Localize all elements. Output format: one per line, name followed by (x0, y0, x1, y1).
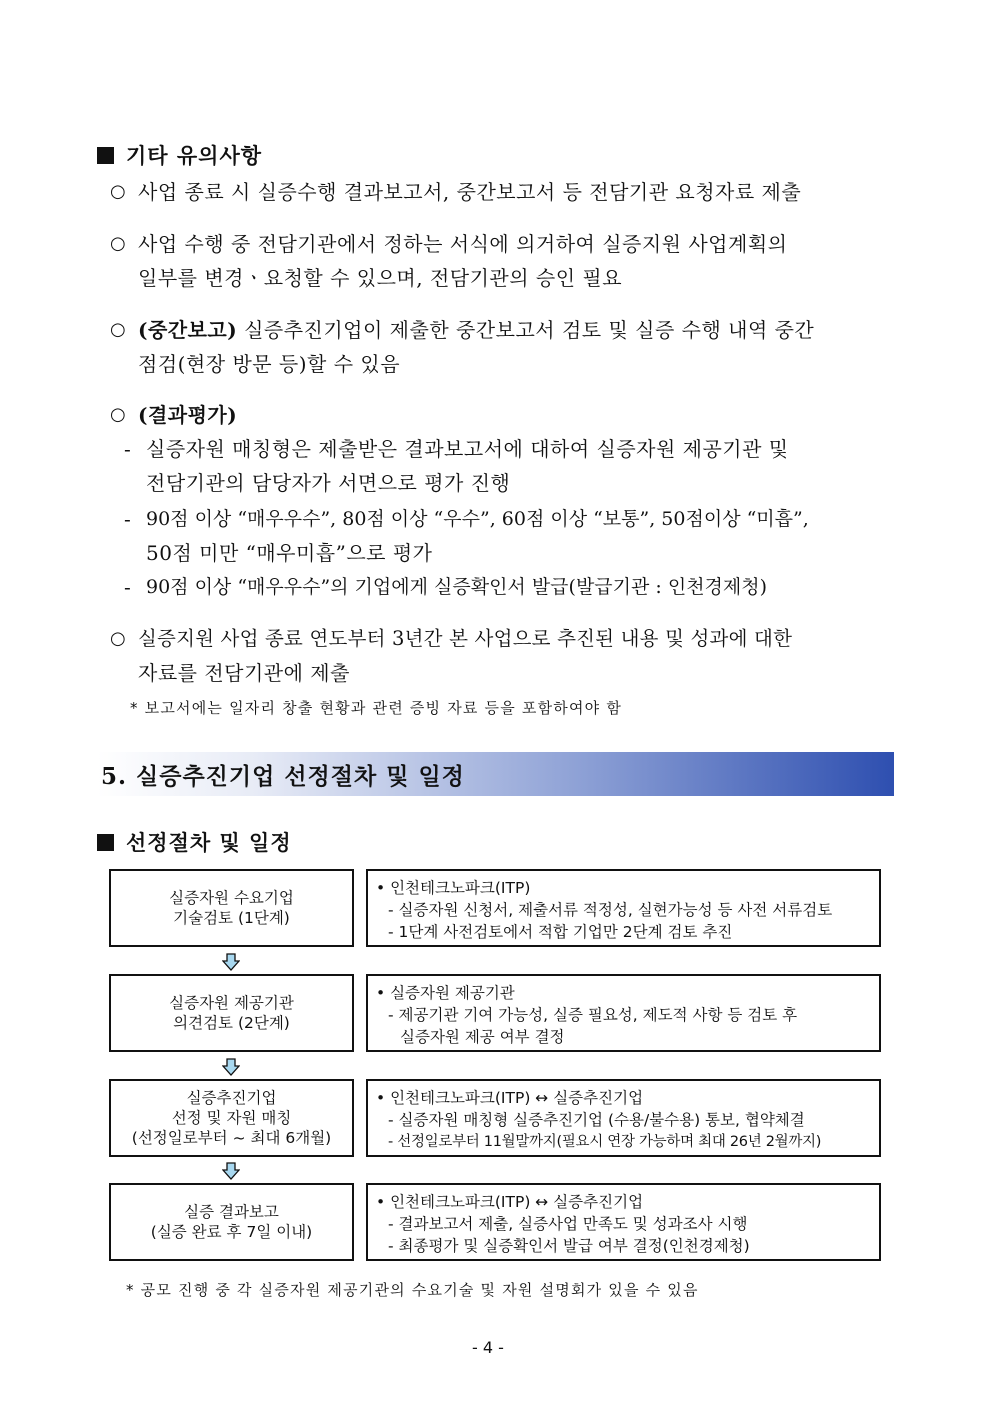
item-3 (110, 313, 895, 381)
step-2-detail-head: • 실증자원 제공기관 (376, 984, 515, 1002)
step-2-detail-box (366, 974, 881, 1052)
item-4 (110, 398, 895, 432)
circle-bullet-icon: ○ (110, 319, 127, 340)
item-2 (110, 227, 895, 295)
section-title: 선정절차 및 일정 (126, 830, 292, 855)
dash-1-line-2: 전담기관의 담당자가 서면으로 평가 진행 (146, 471, 511, 495)
step-3-detail-sub-2: - 선정일로부터 11월말까지(필요시 연장 가능하며 최대 26년 2월까지) (388, 1134, 822, 1150)
square-bullet-icon (97, 834, 114, 851)
section-banner (97, 752, 894, 796)
item-2-line-2: 일부를 변경ㆍ요청할 수 있으며, 전담기관의 승인 필요 (138, 266, 623, 290)
step-3-detail-box (366, 1079, 881, 1157)
step-4-detail-box (366, 1183, 881, 1261)
item-5-line-2: 자료를 전담기관에 제출 (138, 661, 350, 685)
item-2-line-1: 사업 수행 중 전담기관에서 정하는 서식에 의거하여 실증지원 사업계획의 (138, 232, 788, 256)
step-1-detail-sub-2: - 1단계 사전검토에서 적합 기업만 2단계 검토 추진 (388, 923, 733, 941)
step-4-detail-sub-1: - 결과보고서 제출, 실증사업 만족도 및 성과조사 시행 (388, 1215, 748, 1233)
dash-item-1 (124, 432, 896, 500)
step-2-label-line-2: 의견검토 (2단계) (173, 1014, 290, 1032)
step-2-detail-sub-1: - 제공기관 기여 가능성, 실증 필요성, 제도적 사항 등 검토 후 (388, 1006, 798, 1024)
item-3-text: 실증추진기업이 제출한 중간보고서 검토 및 실증 수행 내역 중간 (237, 318, 815, 342)
down-arrow-icon (222, 1058, 240, 1076)
step-1-detail-head: • 인천테크노파크(ITP) (376, 879, 531, 897)
step-2-label-line-1: 실증자원 제공기관 (169, 994, 294, 1012)
item-3-bold: (중간보고) (138, 318, 238, 342)
dash-marker: - (124, 437, 132, 461)
step-3-label-line-2: 선정 및 자원 매칭 (171, 1109, 292, 1127)
step-4-label-line-2: (실증 완료 후 7일 이내) (150, 1223, 313, 1241)
section-heading-process (97, 827, 292, 857)
section-heading-other (97, 140, 262, 170)
down-arrow-icon (222, 1162, 240, 1180)
dash-marker: - (124, 507, 132, 531)
step-3-label-box (109, 1079, 354, 1157)
circle-bullet-icon: ○ (110, 628, 127, 649)
down-arrow-icon (222, 953, 240, 971)
dash-item-2 (124, 502, 896, 570)
step-3-label-line-3: (선정일로부터 ~ 최대 6개월) (131, 1129, 332, 1147)
step-4-label-box (109, 1183, 354, 1261)
step-1-label-line-1: 실증자원 수요기업 (169, 889, 294, 907)
step-1-label-line-2: 기술검토 (1단계) (173, 909, 290, 927)
step-1-detail-sub-1: - 실증자원 신청서, 제출서류 적정성, 실현가능성 등 사전 서류검토 (388, 901, 833, 919)
section-title: 기타 유의사항 (126, 143, 263, 168)
step-2-label-box (109, 974, 354, 1052)
step-3-label-line-1: 실증추진기업 (186, 1089, 277, 1107)
step-4-label-line-1: 실증 결과보고 (184, 1203, 279, 1221)
dash-1-line-1: 실증자원 매칭형은 제출받은 결과보고서에 대하여 실증자원 제공기관 및 (146, 437, 789, 461)
circle-bullet-icon: ○ (110, 181, 127, 202)
item-3-line-2: 점검(현장 방문 등)할 수 있음 (138, 352, 401, 376)
page-number: - 4 - (472, 1338, 504, 1357)
item-5-line-1: 실증지원 사업 종료 연도부터 3년간 본 사업으로 추진된 내용 및 성과에 대한 (138, 627, 793, 650)
dash-item-3 (124, 570, 896, 604)
item-5 (110, 622, 895, 690)
step-3-detail-head: • 인천테크노파크(ITP) ↔ 실증추진기업 (376, 1089, 644, 1107)
step-1-detail-box (366, 869, 881, 947)
step-1-label-box (109, 869, 354, 947)
report-note: * 보고서에는 일자리 창출 현황과 관련 증빙 자료 등을 포함하여야 함 (130, 699, 623, 717)
item-4-bold: (결과평가) (138, 403, 238, 427)
square-bullet-icon (97, 147, 114, 164)
dash-2-line-2: 50점 미만 “매우미흡”으로 평가 (146, 541, 433, 565)
dash-marker: - (124, 575, 132, 599)
circle-bullet-icon: ○ (110, 404, 127, 425)
item-1-text: 사업 종료 시 실증수행 결과보고서, 중간보고서 등 전담기관 요청자료 제출 (138, 180, 802, 204)
dash-3-text: 90점 이상 “매우우수”의 기업에게 실증확인서 발급(발급기관 : 인천경제청) (146, 576, 768, 598)
circle-bullet-icon: ○ (110, 233, 127, 254)
step-4-detail-head: • 인천테크노파크(ITP) ↔ 실증추진기업 (376, 1193, 644, 1211)
dash-2-line-1: 90점 이상 “매우우수”, 80점 이상 “우수”, 60점 이상 “보통”, 50점이상 “미흡”, (146, 508, 809, 530)
step-2-detail-sub-2: 실증자원 제공 여부 결정 (400, 1028, 565, 1046)
step-4-detail-sub-2: - 최종평가 및 실증확인서 발급 여부 결정(인천경제청) (388, 1237, 750, 1255)
process-footnote: * 공모 진행 중 각 실증자원 제공기관의 수요기술 및 자원 설명회가 있을 수 있음 (126, 1281, 699, 1299)
step-3-detail-sub-1: - 실증자원 매칭형 실증추진기업 (수용/불수용) 통보, 협약체결 (388, 1111, 805, 1129)
banner-title: 5. 실증추진기업 선정절차 및 일정 (101, 763, 465, 790)
item-1 (110, 175, 895, 209)
